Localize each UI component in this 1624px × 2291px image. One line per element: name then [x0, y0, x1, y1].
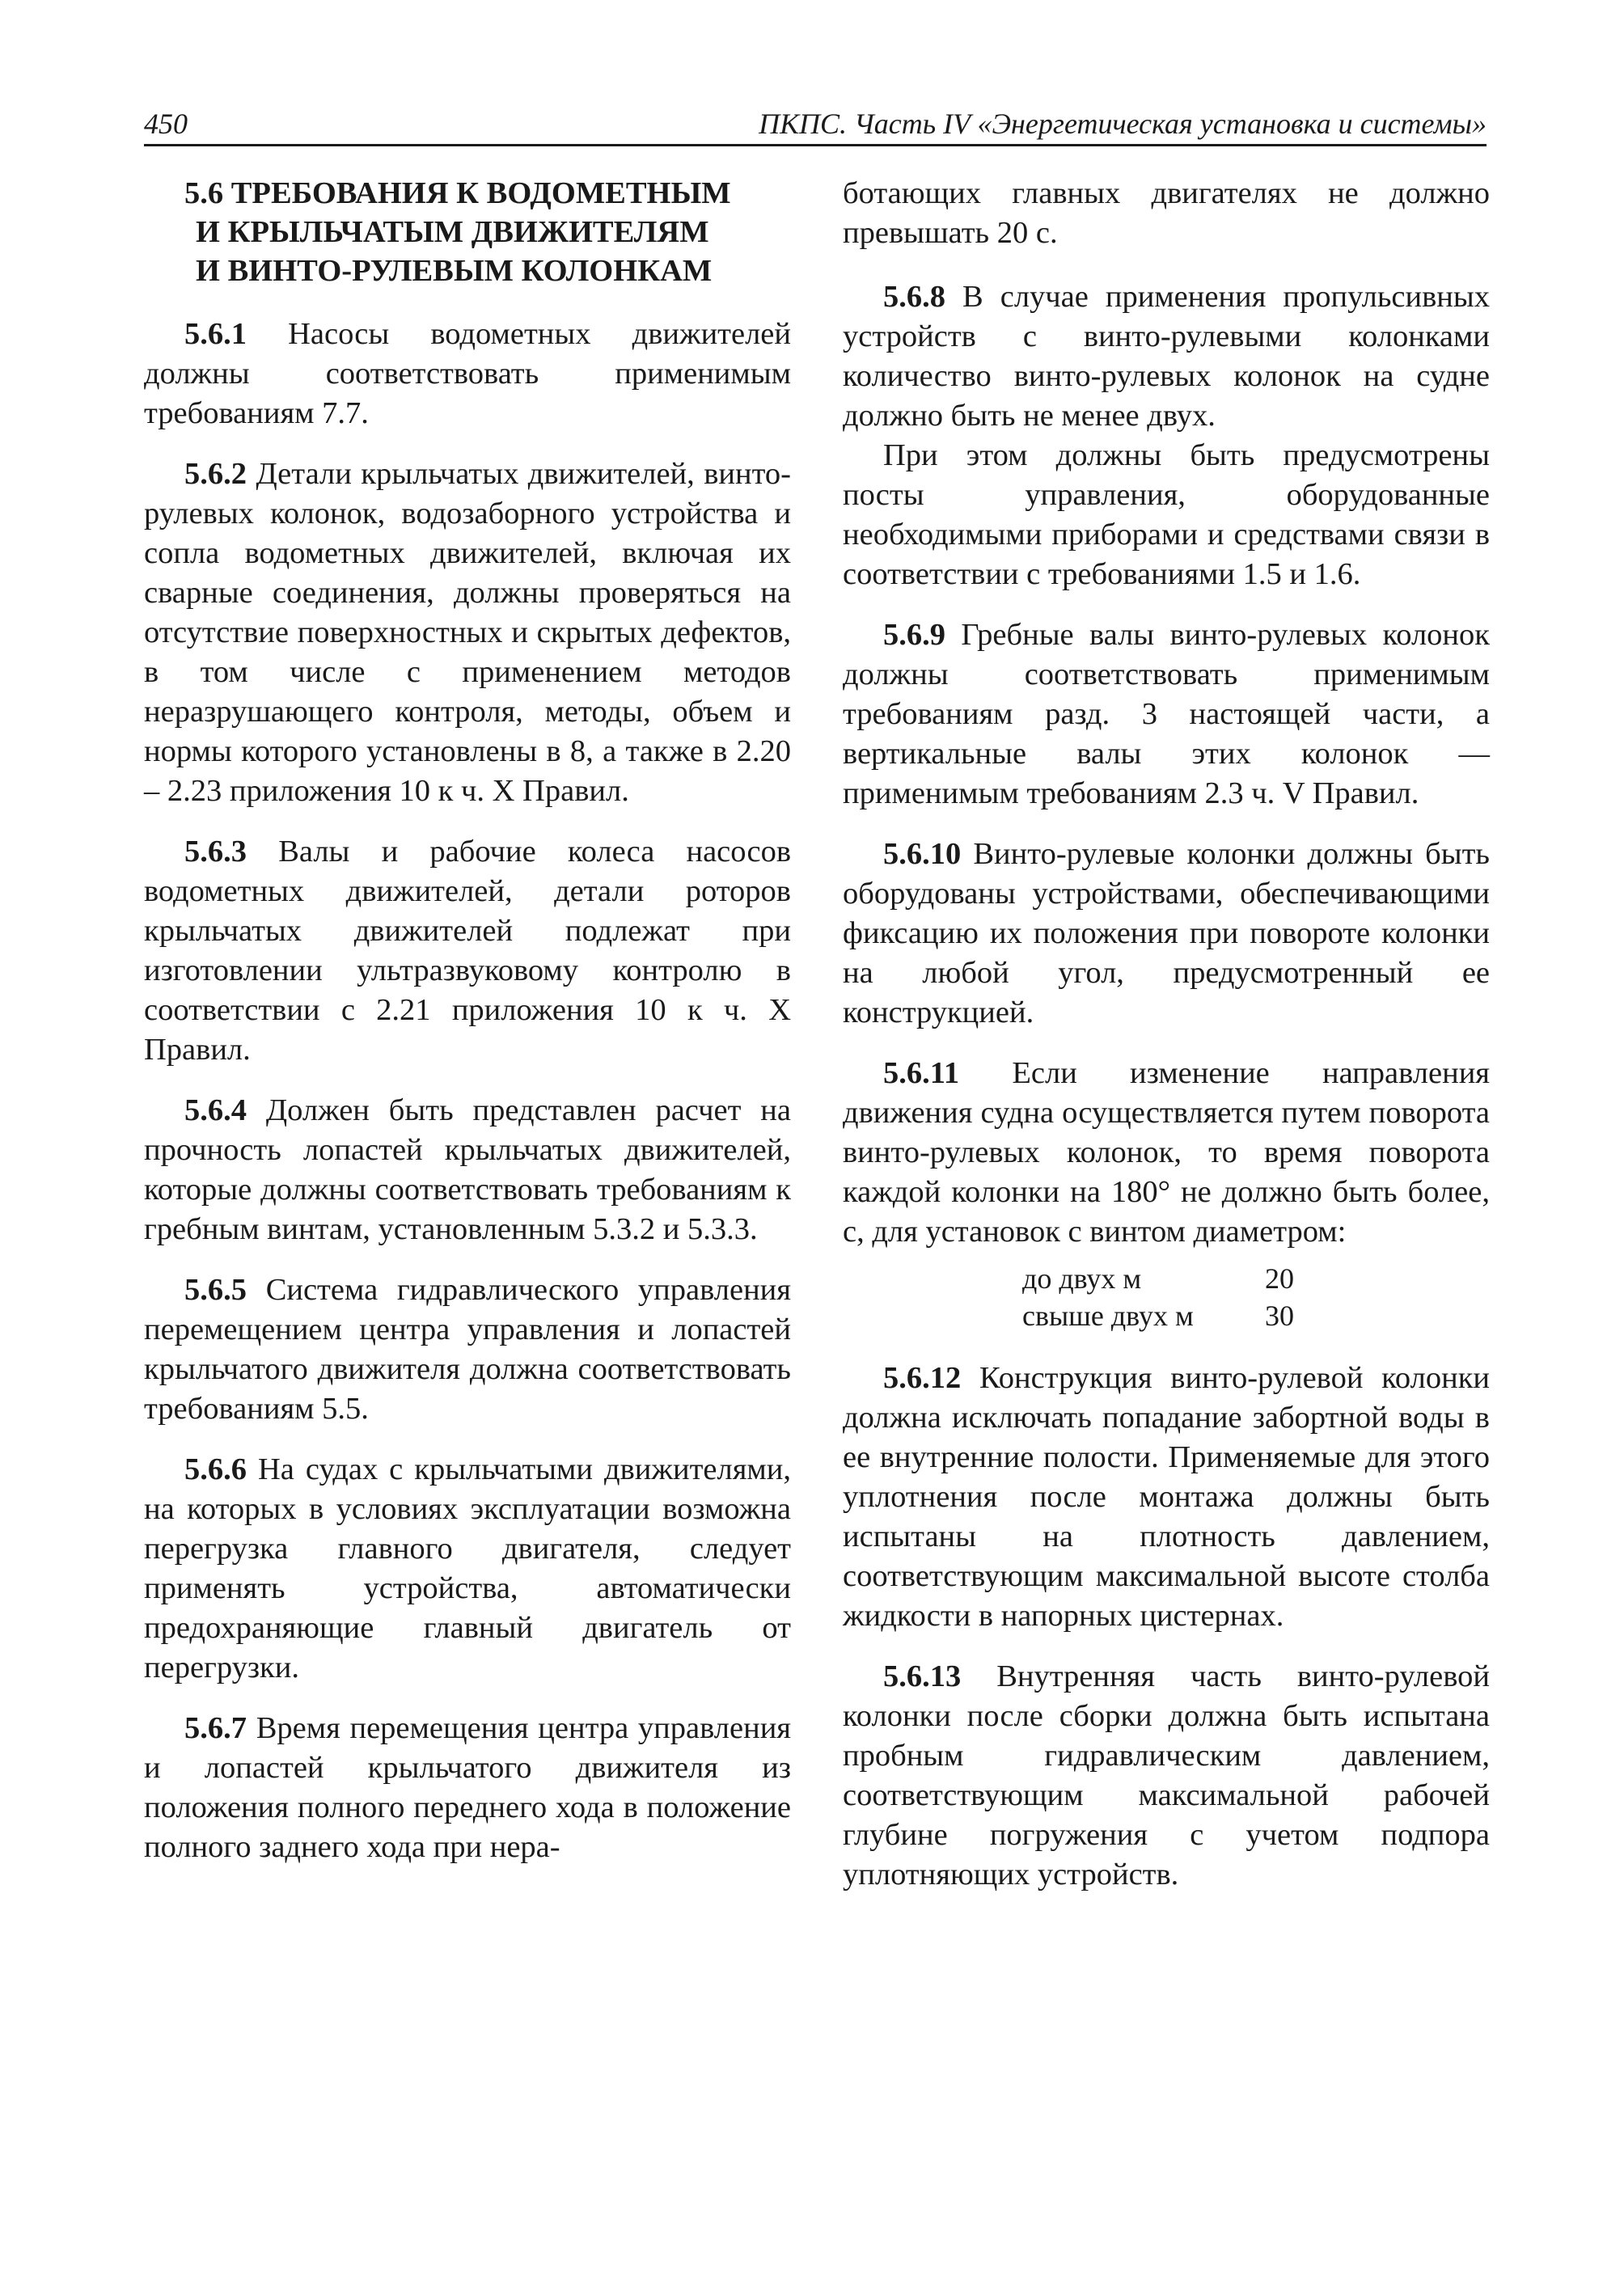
paragraph-number: 5.6.10 [883, 837, 962, 871]
rotation-time-table [1022, 1260, 1294, 1334]
paragraph-number: 5.6.13 [883, 1659, 962, 1693]
paragraph-number: 5.6.9 [883, 618, 945, 652]
paragraph-5-6-8-second [843, 436, 1490, 594]
running-header [144, 104, 1487, 146]
paragraph-text: На судах с крыльчатыми движителями, на которых в условиях эксплуатации возможна перегрузка главного двигателя, следует применять устройства, автоматически предохраняющие главный двигатель от перегрузки. [144, 1452, 791, 1684]
table-cell-label: до двух м [1022, 1262, 1142, 1295]
paragraph-text: Винто-рулевые колонки должны быть оборудованы устройствами, обеспечивающими фиксацию их положения при повороте колонки на любой угол, предусмотренный ее конструкцией. [843, 837, 1490, 1029]
section-title [144, 174, 791, 290]
paragraph-5-6-7 [144, 1709, 791, 1867]
paragraph-number: 5.6.12 [883, 1361, 962, 1395]
paragraph-text: Система гидравлического управления перемещением центра управления и лопастей крыльчатого движителя должна соответствовать требованиям 5.5. [144, 1273, 791, 1426]
paragraph-number: 5.6.2 [184, 457, 247, 491]
paragraph-text: Если изменение направления движения судна осуществляется путем поворота винто-рулевых колонок, то время поворота каждой колонки на 180° не должно быть более, с, для установок с винтом диаметром: [843, 1056, 1491, 1249]
paragraph-text: Гребные валы винто-рулевых колонок должны соответствовать применимым требованиям разд. 3 настоящей части, а вертикальные валы этих колонок — применимым требованиям 2.3 ч. V Правил. [843, 618, 1490, 810]
paragraph-text: При этом должны быть предусмотрены посты управления, оборудованные необходимыми приборами и средствами связи в соответствии с требованиями 1.5 и 1.6. [843, 438, 1490, 591]
paragraph-5-6-4 [144, 1091, 791, 1249]
table-row [1022, 1260, 1294, 1297]
paragraph-5-6-13 [843, 1657, 1490, 1895]
page-number: 450 [144, 108, 188, 140]
paragraph-text: Валы и рабочие колеса насосов водометных движителей, детали роторов крыльчатых движителей подлежат при изготовлении ультразвуковому контролю в соответствии с 2.21 приложения 10 к ч. X Правил. [144, 835, 791, 1067]
running-title: ПКПС. Часть IV «Энергетическая установка и системы» [759, 108, 1487, 140]
paragraph-text: В случае применения пропульсивных устройств с винто-рулевыми колонками количество винто-рулевых колонок на судне должно быть не менее двух. [843, 280, 1491, 433]
paragraph-text: Конструкция винто-рулевой колонки должна исключать попадание забортной воды в ее внутренние полости. Применяемые для этого уплотнения после монтажа должны быть испытаны на плотность давлением, соответствующим максимальной высоте столба жидкости в напорных цистернах. [843, 1361, 1491, 1633]
paragraph-5-6-2 [144, 454, 791, 811]
table-cell-label: свыше двух м [1022, 1300, 1194, 1332]
paragraph-5-6-11 [843, 1054, 1490, 1252]
paragraph-5-6-9 [843, 615, 1490, 814]
paragraph-number: 5.6.4 [184, 1093, 247, 1127]
paragraph-5-6-7-continued [843, 174, 1490, 253]
paragraph-text: Детали крыльчатых движителей, винто-рулевых колонок, водозаборного устройства и сопла водометных движителей, включая их сварные соединения, должны проверяться на отсутствие поверхностных и скрытых дефектов, в том числе с применением методов неразрушающего контроля, методы, объем и нормы которого установлены в 8, а также в 2.20 – 2.23 приложения 10 к ч. X Правил. [144, 457, 791, 808]
table-row [1022, 1297, 1294, 1334]
section-title-line: И КРЫЛЬЧАТЫМ ДВИЖИТЕЛЯМ [196, 215, 709, 249]
paragraph-5-6-12 [843, 1359, 1490, 1636]
left-column [144, 174, 791, 1888]
paragraph-number: 5.6.1 [184, 317, 247, 351]
section-title-line: 5.6 ТРЕБОВАНИЯ К ВОДОМЕТНЫМ [184, 176, 731, 210]
right-column [843, 174, 1490, 1916]
paragraph-number: 5.6.11 [883, 1056, 960, 1090]
paragraph-5-6-8 [843, 277, 1490, 436]
paragraph-5-6-10 [843, 835, 1490, 1033]
paragraph-number: 5.6.3 [184, 835, 247, 869]
paragraph-5-6-3 [144, 832, 791, 1070]
paragraph-text: Внутренняя часть винто-рулевой колонки после сборки должна быть испытана пробным гидравлическим давлением, соответствующим максимальной рабочей глубине погружения с учетом подпора уплотняющих устройств. [843, 1659, 1491, 1892]
paragraph-text: Насосы водометных движителей должны соответствовать применимым требованиям 7.7. [144, 317, 792, 430]
paragraph-text: Время перемещения центра управления и лопастей крыльчатого движителя из положения полного переднего хода в положение полного заднего хода при нера- [144, 1711, 792, 1864]
paragraph-number: 5.6.6 [184, 1452, 247, 1486]
paragraph-text: ботающих главных двигателях не должно превышать 20 с. [843, 176, 1490, 250]
section-title-line: И ВИНТО-РУЛЕВЫМ КОЛОНКАМ [196, 254, 713, 288]
table-cell-value: 20 [1265, 1262, 1294, 1295]
paragraph-5-6-6 [144, 1450, 791, 1688]
table-cell-value: 30 [1265, 1300, 1294, 1332]
paragraph-5-6-5 [144, 1270, 791, 1429]
paragraph-text: Должен быть представлен расчет на прочность лопастей крыльчатых движителей, которые должны соответствовать требованиям к гребным винтам, установленным 5.3.2 и 5.3.3. [144, 1093, 791, 1246]
paragraph-number: 5.6.7 [184, 1711, 247, 1745]
paragraph-5-6-1 [144, 315, 791, 433]
paragraph-number: 5.6.8 [883, 280, 945, 314]
paragraph-number: 5.6.5 [184, 1273, 247, 1307]
